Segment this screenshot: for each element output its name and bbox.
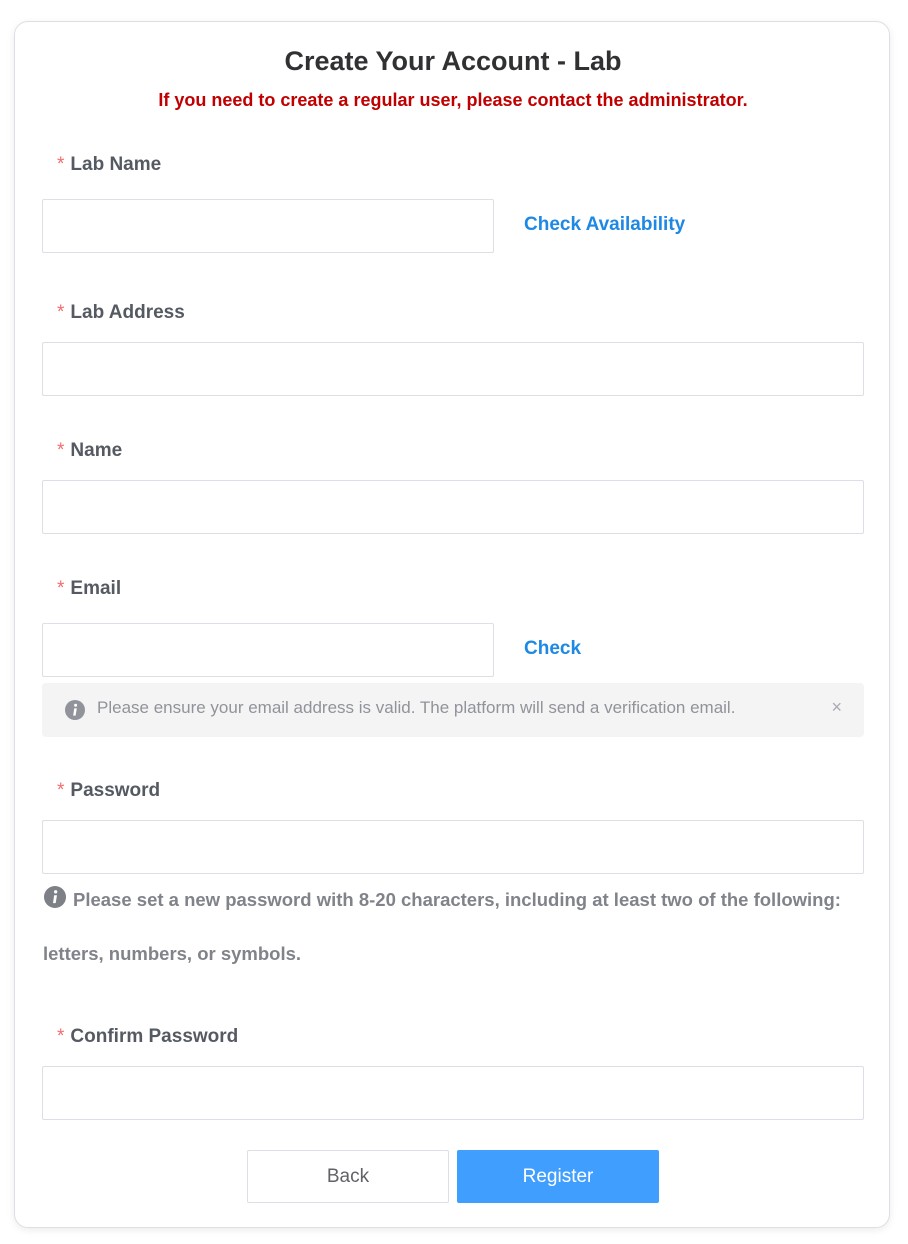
- info-icon: [44, 886, 66, 908]
- email-label-text: Email: [70, 578, 122, 599]
- check-availability-button[interactable]: Check Availability: [524, 214, 686, 235]
- check-email-button[interactable]: Check: [524, 638, 582, 659]
- required-mark: *: [57, 1026, 65, 1047]
- email-alert: [42, 683, 864, 737]
- confirm-password-input[interactable]: [42, 1066, 864, 1120]
- name-label: [57, 440, 122, 462]
- required-mark: *: [57, 154, 65, 175]
- password-label-text: Password: [70, 780, 161, 801]
- required-mark: *: [57, 302, 65, 323]
- password-hint-line2: letters, numbers, or symbols.: [43, 943, 302, 964]
- email-input[interactable]: [42, 623, 494, 677]
- name-label-text: Name: [70, 440, 123, 461]
- confirm-password-label: [57, 1026, 238, 1048]
- lab-address-label: [57, 302, 185, 324]
- lab-address-label-text: Lab Address: [70, 302, 185, 323]
- password-label: [57, 780, 160, 802]
- password-hint-line1: Please set a new password with 8-20 characters, including at least two of the following:: [73, 889, 841, 910]
- email-label: [57, 578, 121, 600]
- register-button[interactable]: Register: [457, 1150, 659, 1203]
- lab-name-input[interactable]: [42, 199, 494, 253]
- name-input[interactable]: [42, 480, 864, 534]
- lab-name-label-text: Lab Name: [70, 154, 162, 175]
- password-input[interactable]: [42, 820, 864, 874]
- email-alert-text: Please ensure your email address is valid. The platform will send a verification email.: [97, 698, 736, 717]
- required-mark: *: [57, 780, 65, 801]
- info-icon: [65, 700, 85, 720]
- back-button[interactable]: Back: [247, 1150, 449, 1203]
- page-title: Create Your Account - Lab: [284, 46, 622, 76]
- close-icon[interactable]: ×: [831, 697, 842, 717]
- required-mark: *: [57, 578, 65, 599]
- lab-name-label: [57, 154, 161, 176]
- confirm-password-label-text: Confirm Password: [70, 1026, 239, 1047]
- lab-address-input[interactable]: [42, 342, 864, 396]
- admin-notice: If you need to create a regular user, please contact the administrator.: [158, 90, 748, 110]
- register-card: [14, 21, 890, 1228]
- required-mark: *: [57, 440, 65, 461]
